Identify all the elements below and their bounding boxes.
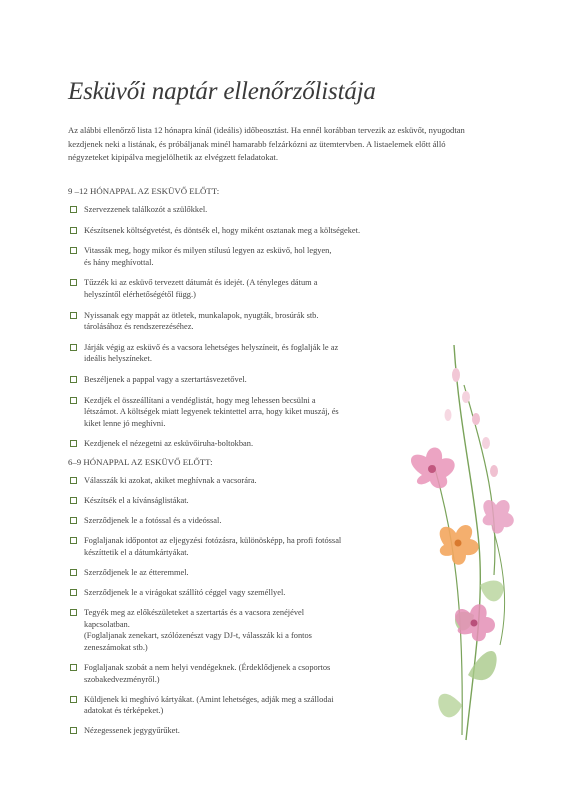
page-title: Esküvői naptár ellenőrzőlistája (68, 78, 376, 105)
checklist-item-text: Foglaljanak időpontot az eljegyzési fotózásra, különösképp, ha profi fotóssal készíttetik el a dátumkártyákat. (84, 536, 342, 557)
checklist-item-text: Vitassák meg, hogy mikor és milyen stílusú legyen az esküvő, hol legyen, és hány meghívottal. (84, 246, 332, 267)
checklist-item (68, 535, 388, 558)
checkbox[interactable] (70, 247, 77, 254)
checklist-item (68, 694, 388, 717)
checklist-item-text: Szerződjenek le a virágokat szállító céggel vagy személlyel. (84, 588, 286, 598)
checkbox[interactable] (70, 279, 77, 286)
checklist-item (68, 395, 388, 430)
checkbox[interactable] (70, 344, 77, 351)
checklist-item (68, 374, 388, 386)
checklist-item-text: Foglaljanak szobát a nem helyi vendégeknek. (Érdeklődjenek a csoportos szobakedvezményről.) (84, 663, 331, 684)
checkbox[interactable] (70, 206, 77, 213)
checklist-item-text: Nézegessenek jegygyűrűket. (84, 726, 180, 736)
checkbox[interactable] (70, 569, 77, 576)
checklist-item-text: Válasszák ki azokat, akiket meghívnak a vacsorára. (84, 476, 257, 485)
checkbox[interactable] (70, 497, 77, 504)
checkbox[interactable] (70, 589, 77, 596)
checklist-item-text: Beszéljenek a pappal vagy a szertartásvezetővel. (84, 374, 247, 384)
checklist-item-text: Készítsék el a kívánságlistákat. (84, 496, 189, 506)
checklist-item (68, 607, 388, 653)
checklist-item (68, 515, 388, 527)
checkbox[interactable] (70, 664, 77, 671)
checklist-item-text: Tegyék meg az előkészületeket a szertartás és a vacsora zenéjével kapcsolatban. (Foglaljanak zenekart, szólózenészt vagy DJ-t, válasszák ki a fontos zeneszámokat stb.) (84, 608, 312, 652)
checklist-item-text: Szerződjenek le a fotóssal és a videóssal. (84, 516, 222, 526)
section-heading-9-12: 9 –12 HÓNAPPAL AZ ESKÜVŐ ELŐTT: (68, 186, 220, 196)
checklist-item-text: Küldjenek ki meghívó kártyákat. (Amint lehetséges, adják meg a szállodai adatokat és térképeket.) (84, 694, 334, 716)
checklist-item (68, 438, 388, 450)
checklist-item (68, 277, 388, 300)
checkbox[interactable] (70, 517, 77, 524)
checklist-item (68, 342, 388, 365)
checklist-item (68, 204, 388, 216)
checkbox[interactable] (70, 397, 77, 404)
checklist-item-text: Kezdjék el összeállítani a vendéglistát, hogy meg lehessen becsülni a létszámot. A költségek miatt legyenek tekintettel arra, hogy kiket muszáj, és kiket lenne jó meghívni. (84, 395, 339, 428)
checklist-9-12 (68, 204, 388, 459)
checklist-item (68, 475, 388, 487)
checklist-item-text: Járják végig az esküvő és a vacsora lehetséges helyszíneit, és foglalják le az ideális helyszíneket. (84, 342, 339, 364)
checklist-item-text: Nyissanak egy mappát az ötletek, munkalapok, nyugták, brosúrák stb. tárolásához és rendszerezéséhez. (84, 310, 319, 332)
checkbox[interactable] (70, 537, 77, 544)
checklist-item (68, 567, 388, 579)
checklist-item-text: Tűzzék ki az esküvő tervezett dátumát és idejét. (A tényleges dátum a helyszíntől elérhetőségétől függ.) (84, 278, 318, 299)
floral-illustration (404, 345, 524, 745)
checkbox[interactable] (70, 376, 77, 383)
checklist-item (68, 587, 388, 599)
checklist-6-9 (68, 475, 388, 746)
checklist-item-text: Készítsenek költségvetést, és döntsék el, hogy miként osztanak meg a költségeket. (84, 225, 361, 235)
checkbox[interactable] (70, 727, 77, 734)
checkbox[interactable] (70, 477, 77, 484)
checkbox[interactable] (70, 696, 77, 703)
checkbox[interactable] (70, 609, 77, 616)
checkbox[interactable] (70, 440, 77, 447)
checklist-item (68, 662, 388, 685)
checkbox[interactable] (70, 227, 77, 234)
checklist-item (68, 310, 388, 333)
checklist-item (68, 495, 388, 507)
checklist-item-text: Szervezzenek találkozót a szülőkkel. (84, 205, 208, 214)
checklist-item-text: Szerződjenek le az étteremmel. (84, 567, 189, 577)
checkbox[interactable] (70, 312, 77, 319)
checklist-item-text: Kezdjenek el nézegetni az esküvőiruha-boltokban. (84, 439, 254, 449)
checklist-item (68, 725, 388, 737)
section-heading-6-9: 6–9 HÓNAPPAL AZ ESKÜVŐ ELŐTT: (68, 457, 213, 467)
intro-paragraph: Az alábbi ellenőrző lista 12 hónapra kínál (ideális) időbeosztást. Ha ennél korábban tervezik az esküvőt, nyugodtan kezdjenek neki a listának, és próbáljanak minél hamarabb felzárkózni az ütemtervben. A listaelemek előtt álló négyzeteket kipipálva megjelölhetik az elvégzett feladatokat. (68, 125, 465, 163)
checklist-item (68, 245, 388, 268)
checklist-item (68, 225, 388, 237)
